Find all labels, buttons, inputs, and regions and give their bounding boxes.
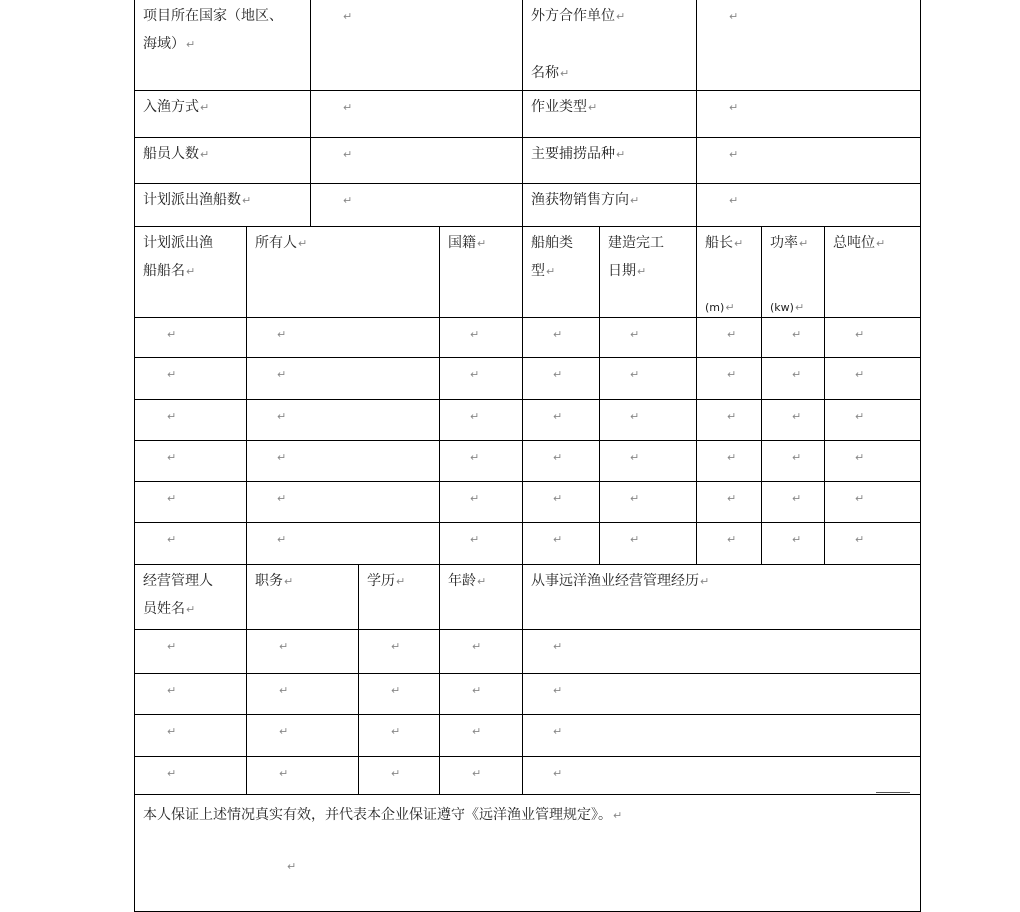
vessel-type-header-line-2: 型↵ bbox=[531, 263, 556, 279]
manager-position-cell bbox=[246, 629, 359, 674]
vessel-name-cell-line-1: ↵ bbox=[167, 451, 177, 464]
manager-education-cell-line-1: ↵ bbox=[391, 684, 401, 697]
manager-experience-cell bbox=[522, 673, 921, 715]
vessel-built-date-cell bbox=[599, 317, 697, 358]
declaration-box-line-3: ↵ bbox=[287, 860, 297, 873]
manager-experience-cell bbox=[522, 756, 921, 795]
sales-direction-value-line-1: ↵ bbox=[729, 194, 739, 207]
manager-experience-cell bbox=[522, 629, 921, 674]
partner-name-label-line-2 bbox=[531, 31, 688, 59]
entry-mode-label-line-1: 入渔方式↵ bbox=[143, 99, 210, 115]
crew-count-label bbox=[134, 137, 311, 184]
entry-mode-label bbox=[134, 90, 311, 138]
vessel-length-cell bbox=[696, 440, 762, 482]
manager-experience-cell bbox=[522, 714, 921, 757]
vessel-length-cell-line-1: ↵ bbox=[727, 368, 737, 381]
vessel-built-date-cell-line-1: ↵ bbox=[630, 533, 640, 546]
declaration-box-line-1: 本人保证上述情况真实有效，并代表本企业保证遵守《远洋渔业管理规定》。↵ bbox=[143, 807, 623, 823]
manager-experience-cell-line-1: ↵ bbox=[553, 640, 563, 653]
manager-experience-cell-line-1: ↵ bbox=[553, 725, 563, 738]
partner-name-label-line-1: 外方合作单位↵ bbox=[531, 8, 626, 24]
vessel-length-header-unit: (m)↵ bbox=[705, 301, 735, 314]
vessel-nationality-cell-line-1: ↵ bbox=[470, 492, 480, 505]
manager-position-cell bbox=[246, 756, 359, 795]
manager-name-header-line-1: 经营管理人 bbox=[143, 573, 213, 589]
vessel-built-date-cell-line-1: ↵ bbox=[630, 451, 640, 464]
vessel-type-cell-line-1: ↵ bbox=[553, 368, 563, 381]
manager-name-cell-line-1: ↵ bbox=[167, 725, 177, 738]
manager-position-header-line-1: 职务↵ bbox=[255, 573, 294, 589]
vessel-type-header bbox=[522, 226, 600, 318]
manager-name-cell-line-1: ↵ bbox=[167, 640, 177, 653]
vessel-name-cell bbox=[134, 522, 247, 565]
vessel-tonnage-cell bbox=[824, 440, 921, 482]
vessel-built-date-header-line-2: 日期↵ bbox=[608, 263, 647, 279]
entry-mode-value bbox=[310, 90, 523, 138]
manager-education-cell bbox=[358, 673, 440, 715]
manager-education-cell-line-1: ↵ bbox=[391, 725, 401, 738]
vessel-type-cell bbox=[522, 481, 600, 523]
vessel-owner-cell bbox=[246, 481, 440, 523]
vessel-nationality-cell bbox=[439, 317, 523, 358]
vessel-owner-cell-line-1: ↵ bbox=[277, 410, 287, 423]
vessel-length-cell bbox=[696, 317, 762, 358]
vessel-name-cell bbox=[134, 399, 247, 441]
vessel-length-cell-line-1: ↵ bbox=[727, 328, 737, 341]
manager-age-cell bbox=[439, 673, 523, 715]
manager-age-cell-line-1: ↵ bbox=[472, 684, 482, 697]
vessel-count-label bbox=[134, 183, 311, 227]
vessel-tonnage-cell bbox=[824, 522, 921, 565]
vessel-tonnage-cell-line-1: ↵ bbox=[855, 368, 865, 381]
manager-name-header bbox=[134, 564, 247, 630]
vessel-name-cell-line-1: ↵ bbox=[167, 410, 177, 423]
vessel-type-cell-line-1: ↵ bbox=[553, 451, 563, 464]
vessel-built-date-header-line-1: 建造完工 bbox=[608, 235, 664, 251]
vessel-nationality-cell bbox=[439, 481, 523, 523]
project-country-value-line-1: ↵ bbox=[343, 10, 353, 23]
manager-education-cell bbox=[358, 756, 440, 795]
vessel-owner-cell-line-1: ↵ bbox=[277, 492, 287, 505]
vessel-built-date-cell bbox=[599, 357, 697, 400]
manager-age-cell-line-1: ↵ bbox=[472, 725, 482, 738]
vessel-nationality-cell bbox=[439, 440, 523, 482]
vessel-owner-cell bbox=[246, 522, 440, 565]
vessel-count-value bbox=[310, 183, 523, 227]
vessel-tonnage-cell-line-1: ↵ bbox=[855, 328, 865, 341]
vessel-name-cell-line-1: ↵ bbox=[167, 368, 177, 381]
vessel-length-header-line-1: 船长↵ bbox=[705, 235, 744, 251]
main-species-value bbox=[696, 137, 921, 184]
operation-type-label-line-1: 作业类型↵ bbox=[531, 99, 598, 115]
manager-age-cell bbox=[439, 714, 523, 757]
crew-count-value-line-1: ↵ bbox=[343, 148, 353, 161]
vessel-type-cell bbox=[522, 357, 600, 400]
vessel-tonnage-cell-line-1: ↵ bbox=[855, 410, 865, 423]
manager-education-cell bbox=[358, 714, 440, 757]
manager-experience-cell-line-1: ↵ bbox=[553, 767, 563, 780]
vessel-length-cell bbox=[696, 522, 762, 565]
declaration-box bbox=[134, 794, 921, 912]
main-species-value-line-1: ↵ bbox=[729, 148, 739, 161]
manager-name-cell bbox=[134, 673, 247, 715]
vessel-nationality-cell-line-1: ↵ bbox=[470, 533, 480, 546]
vessel-tonnage-cell-line-1: ↵ bbox=[855, 451, 865, 464]
operation-type-label bbox=[522, 90, 697, 138]
vessel-name-cell bbox=[134, 440, 247, 482]
manager-education-header bbox=[358, 564, 440, 630]
vessel-power-cell-line-1: ↵ bbox=[792, 368, 802, 381]
vessel-name-cell-line-1: ↵ bbox=[167, 328, 177, 341]
vessel-name-cell bbox=[134, 481, 247, 523]
vessel-power-cell-line-1: ↵ bbox=[792, 451, 802, 464]
manager-position-cell bbox=[246, 673, 359, 715]
vessel-built-date-cell bbox=[599, 522, 697, 565]
manager-position-cell-line-1: ↵ bbox=[279, 767, 289, 780]
manager-position-cell-line-1: ↵ bbox=[279, 640, 289, 653]
crew-count-label-line-1: 船员人数↵ bbox=[143, 146, 210, 162]
vessel-name-header bbox=[134, 226, 247, 318]
manager-age-cell-line-1: ↵ bbox=[472, 640, 482, 653]
vessel-owner-header-line-1: 所有人↵ bbox=[255, 235, 308, 251]
vessel-power-cell-line-1: ↵ bbox=[792, 328, 802, 341]
operation-type-value-line-1: ↵ bbox=[729, 101, 739, 114]
vessel-power-cell bbox=[761, 481, 825, 523]
manager-position-cell-line-1: ↵ bbox=[279, 725, 289, 738]
vessel-nationality-cell-line-1: ↵ bbox=[470, 368, 480, 381]
project-country-label bbox=[134, 0, 311, 91]
partner-name-value bbox=[696, 0, 921, 91]
vessel-power-cell bbox=[761, 399, 825, 441]
vessel-nationality-header-line-1: 国籍↵ bbox=[448, 235, 487, 251]
vessel-tonnage-cell bbox=[824, 399, 921, 441]
vessel-built-date-cell-line-1: ↵ bbox=[630, 492, 640, 505]
manager-position-cell bbox=[246, 714, 359, 757]
vessel-power-cell bbox=[761, 357, 825, 400]
vessel-power-header bbox=[761, 226, 825, 318]
project-country-label-line-1: 项目所在国家（地区、 bbox=[143, 8, 283, 24]
project-country-value bbox=[310, 0, 523, 91]
vessel-length-cell-line-1: ↵ bbox=[727, 533, 737, 546]
vessel-power-cell bbox=[761, 440, 825, 482]
manager-name-cell bbox=[134, 629, 247, 674]
vessel-nationality-header bbox=[439, 226, 523, 318]
crew-count-value bbox=[310, 137, 523, 184]
vessel-name-cell bbox=[134, 317, 247, 358]
vessel-owner-header bbox=[246, 226, 440, 318]
vessel-power-header-unit: (kw)↵ bbox=[770, 301, 805, 314]
vessel-type-cell-line-1: ↵ bbox=[553, 410, 563, 423]
vessel-length-cell-line-1: ↵ bbox=[727, 492, 737, 505]
vessel-length-cell bbox=[696, 399, 762, 441]
vessel-power-cell bbox=[761, 317, 825, 358]
vessel-length-cell-line-1: ↵ bbox=[727, 451, 737, 464]
manager-name-header-line-2: 员姓名↵ bbox=[143, 601, 196, 617]
sales-direction-label-line-1: 渔获物销售方向↵ bbox=[531, 192, 640, 208]
partner-name-label bbox=[522, 0, 697, 91]
manager-name-cell-line-1: ↵ bbox=[167, 767, 177, 780]
vessel-type-cell bbox=[522, 399, 600, 441]
vessel-built-date-cell bbox=[599, 481, 697, 523]
sales-direction-value bbox=[696, 183, 921, 227]
vessel-nationality-cell bbox=[439, 522, 523, 565]
vessel-type-cell-line-1: ↵ bbox=[553, 328, 563, 341]
vessel-owner-cell bbox=[246, 317, 440, 358]
vessel-owner-cell-line-1: ↵ bbox=[277, 328, 287, 341]
vessel-type-cell bbox=[522, 522, 600, 565]
vessel-owner-cell bbox=[246, 440, 440, 482]
vessel-type-header-line-1: 船舶类 bbox=[531, 235, 573, 251]
vessel-name-header-line-2: 船船名↵ bbox=[143, 263, 196, 279]
manager-education-header-line-1: 学历↵ bbox=[367, 573, 406, 589]
vessel-power-header-line-1: 功率↵ bbox=[770, 235, 809, 251]
vessel-tonnage-header bbox=[824, 226, 921, 318]
vessel-type-cell-line-1: ↵ bbox=[553, 492, 563, 505]
vessel-count-value-line-1: ↵ bbox=[343, 194, 353, 207]
vessel-owner-cell bbox=[246, 399, 440, 441]
manager-experience-header-line-1: 从事远洋渔业经营管理经历↵ bbox=[531, 573, 710, 589]
manager-name-cell bbox=[134, 714, 247, 757]
manager-education-cell-line-1: ↵ bbox=[391, 640, 401, 653]
vessel-nationality-cell bbox=[439, 399, 523, 441]
vessel-type-cell-line-1: ↵ bbox=[553, 533, 563, 546]
vessel-tonnage-cell-line-1: ↵ bbox=[855, 533, 865, 546]
manager-position-header bbox=[246, 564, 359, 630]
vessel-built-date-cell-line-1: ↵ bbox=[630, 368, 640, 381]
vessel-tonnage-header-line-1: 总吨位↵ bbox=[833, 235, 886, 251]
vessel-built-date-header bbox=[599, 226, 697, 318]
vessel-power-cell-line-1: ↵ bbox=[792, 533, 802, 546]
vessel-owner-cell-line-1: ↵ bbox=[277, 451, 287, 464]
vessel-power-cell bbox=[761, 522, 825, 565]
manager-position-cell-line-1: ↵ bbox=[279, 684, 289, 697]
vessel-built-date-cell bbox=[599, 399, 697, 441]
vessel-owner-cell bbox=[246, 357, 440, 400]
vessel-name-cell-line-1: ↵ bbox=[167, 533, 177, 546]
vessel-length-cell-line-1: ↵ bbox=[727, 410, 737, 423]
manager-age-cell bbox=[439, 756, 523, 795]
main-species-label bbox=[522, 137, 697, 184]
vessel-name-header-line-1: 计划派出渔 bbox=[143, 235, 213, 251]
manager-experience-header bbox=[522, 564, 921, 630]
operation-type-value bbox=[696, 90, 921, 138]
manager-education-cell-line-1: ↵ bbox=[391, 767, 401, 780]
vessel-nationality-cell-line-1: ↵ bbox=[470, 451, 480, 464]
partner-name-label-line-3: 名称↵ bbox=[531, 65, 570, 81]
vessel-name-cell bbox=[134, 357, 247, 400]
vessel-built-date-cell bbox=[599, 440, 697, 482]
vessel-name-cell-line-1: ↵ bbox=[167, 492, 177, 505]
vessel-power-cell-line-1: ↵ bbox=[792, 492, 802, 505]
vessel-count-label-line-1: 计划派出渔船数↵ bbox=[143, 192, 252, 208]
vessel-tonnage-cell-line-1: ↵ bbox=[855, 492, 865, 505]
manager-name-cell bbox=[134, 756, 247, 795]
manager-name-cell-line-1: ↵ bbox=[167, 684, 177, 697]
vessel-length-header bbox=[696, 226, 762, 318]
vessel-nationality-cell-line-1: ↵ bbox=[470, 328, 480, 341]
vessel-nationality-cell-line-1: ↵ bbox=[470, 410, 480, 423]
vessel-owner-cell-line-1: ↵ bbox=[277, 368, 287, 381]
partner-name-value-line-1: ↵ bbox=[729, 10, 739, 23]
manager-age-header bbox=[439, 564, 523, 630]
project-country-label-line-2: 海域）↵ bbox=[143, 36, 196, 52]
entry-mode-value-line-1: ↵ bbox=[343, 101, 353, 114]
declaration-box-line-2 bbox=[143, 830, 912, 852]
sales-direction-label bbox=[522, 183, 697, 227]
stray-rule-line bbox=[876, 792, 910, 793]
vessel-tonnage-cell bbox=[824, 481, 921, 523]
manager-experience-cell-line-1: ↵ bbox=[553, 684, 563, 697]
vessel-length-cell bbox=[696, 357, 762, 400]
manager-age-cell bbox=[439, 629, 523, 674]
main-species-label-line-1: 主要捕捞品种↵ bbox=[531, 146, 626, 162]
vessel-tonnage-cell bbox=[824, 357, 921, 400]
vessel-owner-cell-line-1: ↵ bbox=[277, 533, 287, 546]
vessel-type-cell bbox=[522, 440, 600, 482]
manager-age-cell-line-1: ↵ bbox=[472, 767, 482, 780]
vessel-type-cell bbox=[522, 317, 600, 358]
vessel-built-date-cell-line-1: ↵ bbox=[630, 328, 640, 341]
manager-education-cell bbox=[358, 629, 440, 674]
vessel-nationality-cell bbox=[439, 357, 523, 400]
vessel-tonnage-cell bbox=[824, 317, 921, 358]
vessel-built-date-cell-line-1: ↵ bbox=[630, 410, 640, 423]
vessel-length-cell bbox=[696, 481, 762, 523]
manager-age-header-line-1: 年龄↵ bbox=[448, 573, 487, 589]
vessel-power-cell-line-1: ↵ bbox=[792, 410, 802, 423]
